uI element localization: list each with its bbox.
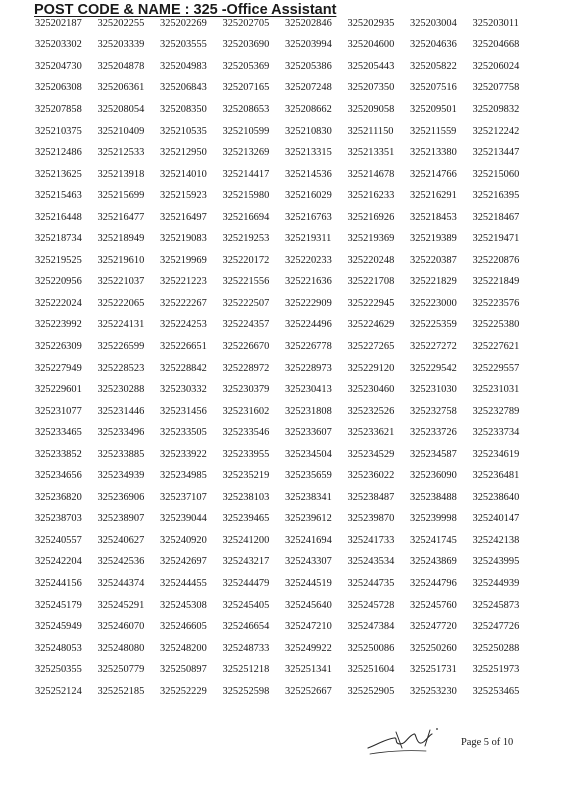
roll-number-cell: 325236906 <box>97 491 145 503</box>
roll-number-cell: 325253465 <box>472 685 520 697</box>
roll-number-cell: 325252124 <box>35 685 82 697</box>
roll-number-cell: 325214417 <box>222 168 270 180</box>
roll-number-cell: 325227621 <box>472 340 520 352</box>
roll-number-cell: 325234529 <box>347 448 395 460</box>
roll-number-cell: 325204983 <box>160 60 207 72</box>
roll-number-cell: 325239998 <box>410 513 457 525</box>
roll-number-cell: 325222945 <box>347 297 395 309</box>
roll-number-cell: 325220956 <box>35 276 82 288</box>
roll-number-cell: 325206024 <box>472 60 520 72</box>
roll-number-cell: 325221223 <box>160 276 207 288</box>
roll-number-cell: 325224496 <box>285 319 332 331</box>
roll-number-cell: 325230379 <box>222 384 270 396</box>
roll-number-cell: 325221849 <box>472 276 520 288</box>
roll-number-cell: 325222909 <box>285 297 332 309</box>
roll-number-cell: 325216233 <box>347 190 395 202</box>
table-row <box>35 681 535 703</box>
roll-number-cell: 325203690 <box>222 39 270 51</box>
roll-number-cell: 325233852 <box>35 448 82 460</box>
roll-number-cell: 325220248 <box>347 254 395 266</box>
table-row <box>35 142 535 164</box>
roll-number-cell: 325216448 <box>35 211 82 223</box>
table-row <box>35 595 535 617</box>
page-title: POST CODE & NAME : 325 -Office Assistant <box>34 2 337 18</box>
roll-number-cell: 325207165 <box>222 82 270 94</box>
roll-number-cell: 325231602 <box>222 405 270 417</box>
roll-number-cell: 325212486 <box>35 147 82 159</box>
roll-number-cell: 325235219 <box>222 470 270 482</box>
table-row <box>35 293 535 315</box>
roll-number-cell: 325216694 <box>222 211 270 223</box>
roll-number-cell: 325227272 <box>410 340 457 352</box>
roll-number-cell: 325247720 <box>410 621 457 633</box>
roll-number-cell: 325219253 <box>222 233 270 245</box>
table-row <box>35 78 535 100</box>
roll-number-cell: 325205822 <box>410 60 457 72</box>
roll-number-cell: 325203004 <box>410 17 457 29</box>
roll-number-cell: 325230332 <box>160 384 207 396</box>
roll-number-cell: 325239612 <box>285 513 332 525</box>
roll-number-cell: 325213625 <box>35 168 82 180</box>
roll-number-cell: 325247384 <box>347 621 395 633</box>
roll-number-cell: 325233885 <box>97 448 145 460</box>
roll-number-cell: 325249922 <box>285 642 332 654</box>
table-row <box>35 185 535 207</box>
roll-number-cell: 325244939 <box>472 577 520 589</box>
roll-number-cell: 325247726 <box>472 621 520 633</box>
roll-number-cell: 325219525 <box>35 254 82 266</box>
roll-number-cell: 325238488 <box>410 491 457 503</box>
roll-number-cell: 325222024 <box>35 297 82 309</box>
roll-number-cell: 325232789 <box>472 405 520 417</box>
roll-number-cell: 325207758 <box>472 82 520 94</box>
roll-number-cell: 325233621 <box>347 427 395 439</box>
roll-number-cell: 325233546 <box>222 427 270 439</box>
roll-number-cell: 325203339 <box>97 39 145 51</box>
roll-number-cell: 325234985 <box>160 470 207 482</box>
roll-number-cell: 325251731 <box>410 664 457 676</box>
roll-number-cell: 325213315 <box>285 147 332 159</box>
roll-number-cell: 325222507 <box>222 297 270 309</box>
roll-number-cell: 325237107 <box>160 491 207 503</box>
roll-number-cell: 325238487 <box>347 491 395 503</box>
table-row <box>35 509 535 531</box>
roll-number-cell: 325226651 <box>160 340 207 352</box>
roll-number-cell: 325234939 <box>97 470 145 482</box>
roll-number-cell: 325213918 <box>97 168 145 180</box>
roll-number-cell: 325210830 <box>285 125 332 137</box>
roll-number-cell: 325248080 <box>97 642 145 654</box>
roll-number-cell: 325204668 <box>472 39 520 51</box>
table-row <box>35 13 535 35</box>
roll-number-cell: 325231030 <box>410 384 457 396</box>
roll-number-cell: 325238341 <box>285 491 332 503</box>
roll-number-cell: 325231077 <box>35 405 82 417</box>
roll-number-cell: 325239044 <box>160 513 207 525</box>
table-row <box>35 379 535 401</box>
roll-number-cell: 325231446 <box>97 405 145 417</box>
roll-number-cell: 325233465 <box>35 427 82 439</box>
roll-number-cell: 325245405 <box>222 599 270 611</box>
roll-number-cell: 325239465 <box>222 513 270 525</box>
roll-number-cell: 325214766 <box>410 168 457 180</box>
roll-number-cell: 325216763 <box>285 211 332 223</box>
roll-number-cell: 325224253 <box>160 319 207 331</box>
roll-number-cell: 325233922 <box>160 448 207 460</box>
roll-number-cell: 325248053 <box>35 642 82 654</box>
roll-number-cell: 325216477 <box>97 211 145 223</box>
table-row <box>35 99 535 121</box>
roll-number-cell: 325229601 <box>35 384 82 396</box>
roll-number-cell: 325243995 <box>472 556 520 568</box>
roll-number-cell: 325216029 <box>285 190 332 202</box>
roll-number-cell: 325245728 <box>347 599 395 611</box>
roll-number-cell: 325234504 <box>285 448 332 460</box>
roll-number-cell: 325204600 <box>347 39 395 51</box>
roll-number-cell: 325252598 <box>222 685 270 697</box>
roll-number-cell: 325221708 <box>347 276 395 288</box>
roll-number-cell: 325244156 <box>35 577 82 589</box>
roll-number-cell: 325214536 <box>285 168 332 180</box>
table-row <box>35 358 535 380</box>
roll-number-cell: 325227949 <box>35 362 82 374</box>
roll-number-cell: 325212950 <box>160 147 207 159</box>
roll-number-cell: 325232526 <box>347 405 395 417</box>
roll-number-cell: 325250779 <box>97 664 145 676</box>
roll-number-cell: 325245949 <box>35 621 82 633</box>
roll-number-cell: 325250355 <box>35 664 82 676</box>
roll-number-cell: 325242138 <box>472 534 520 546</box>
roll-number-cell: 325238640 <box>472 491 520 503</box>
roll-number-cell: 325245760 <box>410 599 457 611</box>
roll-number-cell: 325202705 <box>222 17 270 29</box>
roll-number-cell: 325209058 <box>347 103 395 115</box>
roll-number-cell: 325205369 <box>222 60 270 72</box>
roll-number-cell: 325246654 <box>222 621 270 633</box>
roll-number-cell: 325203011 <box>472 17 519 29</box>
roll-number-cell: 325252229 <box>160 685 207 697</box>
roll-number-cell: 325245179 <box>35 599 82 611</box>
roll-number-table <box>35 13 535 703</box>
page-number: Page 5 of 10 <box>461 737 514 748</box>
roll-number-cell: 325240627 <box>97 534 145 546</box>
roll-number-cell: 325220387 <box>410 254 457 266</box>
roll-number-cell: 325214010 <box>160 168 207 180</box>
roll-number-cell: 325205386 <box>285 60 332 72</box>
table-row <box>35 552 535 574</box>
roll-number-cell: 325238703 <box>35 513 82 525</box>
roll-number-cell: 325241694 <box>285 534 332 546</box>
roll-number-cell: 325239870 <box>347 513 395 525</box>
roll-number-cell: 325243534 <box>347 556 395 568</box>
roll-number-cell: 325234656 <box>35 470 82 482</box>
roll-number-cell: 325204878 <box>97 60 145 72</box>
roll-number-cell: 325248200 <box>160 642 207 654</box>
roll-number-cell: 325228972 <box>222 362 270 374</box>
roll-number-cell: 325202255 <box>97 17 145 29</box>
roll-number-cell: 325221829 <box>410 276 457 288</box>
roll-number-cell: 325219471 <box>472 233 520 245</box>
roll-number-cell: 325252905 <box>347 685 395 697</box>
roll-number-cell: 325206843 <box>160 82 207 94</box>
roll-number-cell: 325211559 <box>410 125 457 137</box>
roll-number-cell: 325236090 <box>410 470 457 482</box>
roll-number-cell: 325241733 <box>347 534 395 546</box>
roll-number-cell: 325251973 <box>472 664 520 676</box>
roll-number-cell: 325223576 <box>472 297 520 309</box>
roll-number-cell: 325210409 <box>97 125 145 137</box>
roll-number-cell: 325206308 <box>35 82 82 94</box>
table-row <box>35 207 535 229</box>
roll-number-cell: 325234587 <box>410 448 457 460</box>
roll-number-cell: 325236820 <box>35 491 82 503</box>
table-row <box>35 444 535 466</box>
roll-number-cell: 325250897 <box>160 664 207 676</box>
roll-number-cell: 325243217 <box>222 556 270 568</box>
roll-number-cell: 325212533 <box>97 147 145 159</box>
roll-number-cell: 325225359 <box>410 319 457 331</box>
roll-number-cell: 325215699 <box>97 190 145 202</box>
roll-number-cell: 325215060 <box>472 168 520 180</box>
signature-scribble <box>364 720 448 762</box>
table-row <box>35 336 535 358</box>
roll-number-cell: 325209832 <box>472 103 520 115</box>
roll-number-cell: 325240557 <box>35 534 82 546</box>
roll-number-cell: 325251604 <box>347 664 395 676</box>
roll-number-cell: 325230288 <box>97 384 145 396</box>
roll-number-cell: 325245291 <box>97 599 145 611</box>
roll-number-cell: 325241745 <box>410 534 457 546</box>
roll-number-cell: 325202269 <box>160 17 207 29</box>
table-row <box>35 56 535 78</box>
table-row <box>35 638 535 660</box>
roll-number-cell: 325251218 <box>222 664 270 676</box>
roll-number-cell: 325242204 <box>35 556 82 568</box>
roll-number-cell: 325224629 <box>347 319 395 331</box>
roll-number-cell: 325245308 <box>160 599 207 611</box>
table-row <box>35 573 535 595</box>
roll-number-cell: 325203555 <box>160 39 207 51</box>
roll-number-cell: 325222267 <box>160 297 207 309</box>
roll-number-cell: 325244479 <box>222 577 270 589</box>
table-row <box>35 121 535 143</box>
roll-number-cell: 325216926 <box>347 211 395 223</box>
roll-number-cell: 325226599 <box>97 340 145 352</box>
roll-number-cell: 325227265 <box>347 340 395 352</box>
roll-number-cell: 325213447 <box>472 147 520 159</box>
roll-number-cell: 325218949 <box>97 233 145 245</box>
roll-number-cell: 325222065 <box>97 297 145 309</box>
roll-number-cell: 325208350 <box>160 103 207 115</box>
roll-number-cell: 325220233 <box>285 254 332 266</box>
table-row <box>35 422 535 444</box>
roll-number-cell: 325202187 <box>35 17 82 29</box>
roll-number-cell: 325215923 <box>160 190 207 202</box>
roll-number-cell: 325231031 <box>472 384 520 396</box>
roll-number-cell: 325204636 <box>410 39 457 51</box>
roll-number-cell: 325240147 <box>472 513 520 525</box>
roll-number-cell: 325214678 <box>347 168 395 180</box>
roll-number-cell: 325252667 <box>285 685 332 697</box>
roll-number-cell: 325220876 <box>472 254 520 266</box>
roll-number-cell: 325230460 <box>347 384 395 396</box>
roll-number-cell: 325241200 <box>222 534 270 546</box>
roll-number-cell: 325208653 <box>222 103 270 115</box>
roll-number-cell: 325244735 <box>347 577 395 589</box>
roll-number-cell: 325216291 <box>410 190 457 202</box>
roll-number-cell: 325215980 <box>222 190 270 202</box>
roll-number-cell: 325233726 <box>410 427 457 439</box>
roll-number-cell: 325245640 <box>285 599 332 611</box>
roll-number-cell: 325219389 <box>410 233 457 245</box>
roll-number-cell: 325224131 <box>97 319 145 331</box>
roll-number-cell: 325215463 <box>35 190 82 202</box>
roll-number-cell: 325223992 <box>35 319 82 331</box>
roll-number-cell: 325251341 <box>285 664 332 676</box>
roll-number-cell: 325203994 <box>285 39 332 51</box>
roll-number-cell: 325245873 <box>472 599 520 611</box>
roll-number-cell: 325242536 <box>97 556 145 568</box>
table-row <box>35 616 535 638</box>
roll-number-cell: 325207248 <box>285 82 332 94</box>
table-row <box>35 164 535 186</box>
roll-number-cell: 325202935 <box>347 17 395 29</box>
roll-number-cell: 325221636 <box>285 276 332 288</box>
roll-number-cell: 325238103 <box>222 491 270 503</box>
roll-number-cell: 325213269 <box>222 147 270 159</box>
roll-number-cell: 325250086 <box>347 642 395 654</box>
roll-number-cell: 325210599 <box>222 125 270 137</box>
roll-number-cell: 325253230 <box>410 685 457 697</box>
roll-number-cell: 325238907 <box>97 513 145 525</box>
roll-number-cell: 325231456 <box>160 405 207 417</box>
roll-number-cell: 325235659 <box>285 470 332 482</box>
table-row <box>35 272 535 294</box>
table-row <box>35 465 535 487</box>
roll-number-cell: 325216395 <box>472 190 520 202</box>
roll-number-cell: 325252185 <box>97 685 145 697</box>
roll-number-cell: 325233734 <box>472 427 520 439</box>
roll-number-cell: 325226778 <box>285 340 332 352</box>
roll-number-cell: 325223000 <box>410 297 457 309</box>
roll-number-cell: 325210535 <box>160 125 207 137</box>
roll-number-cell: 325220172 <box>222 254 270 266</box>
roll-number-cell: 325216497 <box>160 211 207 223</box>
roll-number-cell: 325224357 <box>222 319 270 331</box>
roll-number-cell: 325219311 <box>285 233 332 245</box>
roll-number-cell: 325213380 <box>410 147 457 159</box>
roll-number-cell: 325221037 <box>97 276 145 288</box>
roll-number-cell: 325226670 <box>222 340 270 352</box>
roll-number-cell: 325218734 <box>35 233 82 245</box>
table-row <box>35 659 535 681</box>
roll-number-cell: 325210375 <box>35 125 82 137</box>
roll-number-cell: 325218453 <box>410 211 457 223</box>
roll-number-cell: 325212242 <box>472 125 520 137</box>
roll-number-cell: 325219369 <box>347 233 395 245</box>
roll-number-cell: 325243869 <box>410 556 457 568</box>
roll-number-cell: 325228523 <box>97 362 145 374</box>
roll-number-cell: 325250260 <box>410 642 457 654</box>
roll-number-cell: 325207516 <box>410 82 457 94</box>
roll-number-cell: 325218467 <box>472 211 520 223</box>
roll-number-cell: 325233607 <box>285 427 332 439</box>
roll-number-cell: 325219610 <box>97 254 145 266</box>
table-row <box>35 401 535 423</box>
roll-number-cell: 325229557 <box>472 362 520 374</box>
roll-number-cell: 325225380 <box>472 319 520 331</box>
roll-number-cell: 325244455 <box>160 577 207 589</box>
roll-number-cell: 325226309 <box>35 340 82 352</box>
roll-number-cell: 325246605 <box>160 621 207 633</box>
table-row <box>35 487 535 509</box>
roll-number-cell: 325233955 <box>222 448 270 460</box>
roll-number-cell: 325229120 <box>347 362 395 374</box>
roll-number-cell: 325228973 <box>285 362 332 374</box>
roll-number-cell: 325244519 <box>285 577 332 589</box>
roll-number-cell: 325234619 <box>472 448 520 460</box>
roll-number-cell: 325221556 <box>222 276 270 288</box>
roll-number-cell: 325244796 <box>410 577 457 589</box>
roll-number-cell: 325208662 <box>285 103 332 115</box>
table-row <box>35 35 535 57</box>
roll-number-cell: 325206361 <box>97 82 145 94</box>
table-row <box>35 250 535 272</box>
roll-number-cell: 325207350 <box>347 82 395 94</box>
roll-number-cell: 325230413 <box>285 384 332 396</box>
roll-number-cell: 325246070 <box>97 621 145 633</box>
roll-number-cell: 325228842 <box>160 362 207 374</box>
roll-number-list <box>35 13 535 703</box>
roll-number-cell: 325233496 <box>97 427 145 439</box>
roll-number-cell: 325219969 <box>160 254 207 266</box>
roll-number-cell: 325231808 <box>285 405 332 417</box>
roll-number-cell: 325204730 <box>35 60 82 72</box>
roll-number-cell: 325202846 <box>285 17 332 29</box>
roll-number-cell: 325219083 <box>160 233 207 245</box>
roll-number-cell: 325240920 <box>160 534 207 546</box>
roll-number-cell: 325229542 <box>410 362 457 374</box>
roll-number-cell: 325236481 <box>472 470 520 482</box>
roll-number-cell: 325236022 <box>347 470 395 482</box>
roll-number-cell: 325242697 <box>160 556 207 568</box>
table-row <box>35 530 535 552</box>
roll-number-cell: 325233505 <box>160 427 207 439</box>
roll-number-cell: 325205443 <box>347 60 395 72</box>
roll-number-cell: 325208054 <box>97 103 145 115</box>
roll-number-cell: 325211150 <box>347 125 394 137</box>
roll-number-cell: 325232758 <box>410 405 457 417</box>
roll-number-cell: 325250288 <box>472 642 520 654</box>
roll-number-cell: 325209501 <box>410 103 457 115</box>
roll-number-cell: 325203302 <box>35 39 82 51</box>
roll-number-cell: 325248733 <box>222 642 270 654</box>
table-row <box>35 228 535 250</box>
roll-number-cell: 325243307 <box>285 556 332 568</box>
roll-number-cell: 325207858 <box>35 103 82 115</box>
roll-number-cell: 325247210 <box>285 621 332 633</box>
roll-number-cell: 325244374 <box>97 577 145 589</box>
roll-number-cell: 325213351 <box>347 147 395 159</box>
table-row <box>35 315 535 337</box>
